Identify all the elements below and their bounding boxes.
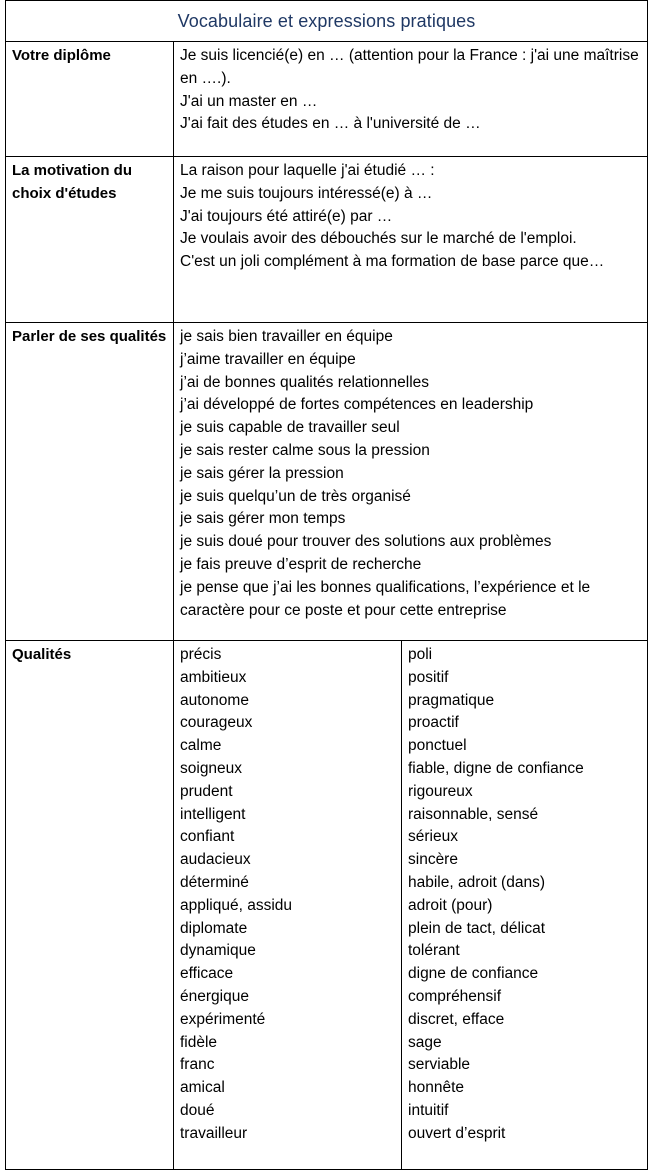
qualite-item: rigoureux [408,782,473,800]
qualite-item: sérieux [408,828,458,846]
qualites-column-1 [174,641,402,1170]
qualite-item: raisonnable, sensé [408,805,539,823]
list-item: je sais rester calme sous la pression [180,441,430,459]
section-content-parler-qualites [174,323,648,641]
qualite-item: intelligent [180,805,246,823]
list-item: je suis quelqu’un de très organisé [180,487,411,505]
list-item: je sais gérer la pression [180,464,344,482]
qualite-item: ambitieux [180,668,247,686]
qualite-item: adroit (pour) [408,896,493,914]
qualite-item: prudent [180,782,233,800]
list-item: J'ai toujours été attiré(e) par … [180,207,393,225]
qualite-item: compréhensif [408,987,502,1005]
list-item: j’ai de bonnes qualités relationnelles [180,373,430,391]
qualite-item: audacieux [180,851,251,869]
list-item: je fais preuve d’esprit de recherche [180,555,422,573]
qualite-item: positif [408,668,449,686]
qualite-item: énergique [180,987,249,1005]
list-item: C'est un joli complément à ma formation de base parce que… [180,253,605,271]
list-item: Je me suis toujours intéressé(e) à … [180,184,433,202]
qualite-item: précis [180,646,222,663]
list-item: La raison pour laquelle j'ai étudié … : [180,162,435,179]
qualite-item: calme [180,737,222,755]
qualite-item: doué [180,1101,215,1119]
table-row [6,157,648,323]
section-label-diplome: Votre diplôme [6,42,174,157]
qualite-item: ouvert d’esprit [408,1124,506,1142]
section-label-motivation: La motivation du choix d'études [6,157,174,323]
qualite-item: sage [408,1033,442,1051]
section-label-qualites: Qualités [6,641,174,1170]
qualite-item: poli [408,646,433,663]
list-item: Je suis licencié(e) en … (attention pour la France : j'ai une maîtrise en ….). [180,47,639,87]
list-item: je suis doué pour trouver des solutions aux problèmes [180,533,552,551]
qualite-item: appliqué, assidu [180,896,293,914]
section-label-parler-qualites: Parler de ses qualités [6,323,174,641]
qualite-item: franc [180,1056,215,1074]
list-item: je sais gérer mon temps [180,510,346,528]
list-item: J'ai fait des études en … à l'université de … [180,115,481,133]
qualite-item: intuitif [408,1101,449,1119]
qualites-column-2 [402,641,648,1170]
section-content-motivation [174,157,648,323]
section-content-diplome [174,42,648,157]
table-row [6,323,648,641]
qualite-item: habile, adroit (dans) [408,873,545,891]
qualite-item: courageux [180,714,253,732]
qualite-item: expérimenté [180,1010,266,1028]
qualite-item: confiant [180,828,235,846]
qualite-item: déterminé [180,873,249,891]
qualite-item: soigneux [180,759,243,777]
vocabulary-table [5,0,648,1170]
qualite-item: discret, efface [408,1010,505,1028]
table-row [6,641,648,1170]
document-title: Vocabulaire et expressions pratiques [6,1,648,42]
list-item: je pense que j’ai les bonnes qualifications, l’expérience et le caractère pour ce poste et pour cette entreprise [180,578,591,619]
list-item: je sais bien travailler en équipe [180,328,393,345]
qualite-item: tolérant [408,942,460,960]
list-item: Je voulais avoir des débouchés sur le marché de l'emploi. [180,230,577,248]
vocabulary-document [5,0,647,1170]
qualite-item: travailleur [180,1124,248,1142]
list-item: je suis capable de travailler seul [180,419,400,437]
qualite-item: fidèle [180,1033,218,1051]
qualite-item: efficace [180,965,234,983]
qualite-item: pragmatique [408,691,495,709]
qualite-item: autonome [180,691,249,709]
qualite-item: diplomate [180,919,248,937]
list-item: j’aime travailler en équipe [180,350,356,368]
list-item: J'ai un master en … [180,92,318,110]
qualite-item: plein de tact, délicat [408,919,546,937]
qualite-item: digne de confiance [408,965,539,983]
qualite-item: sincère [408,851,458,869]
qualite-item: dynamique [180,942,256,960]
table-row [6,42,648,157]
qualite-item: ponctuel [408,737,467,755]
qualite-item: proactif [408,714,459,732]
qualite-item: fiable, digne de confiance [408,759,584,777]
list-item: j’ai développé de fortes compétences en leadership [180,396,534,414]
qualite-item: amical [180,1079,225,1097]
qualite-item: serviable [408,1056,471,1074]
qualite-item: honnête [408,1079,465,1097]
